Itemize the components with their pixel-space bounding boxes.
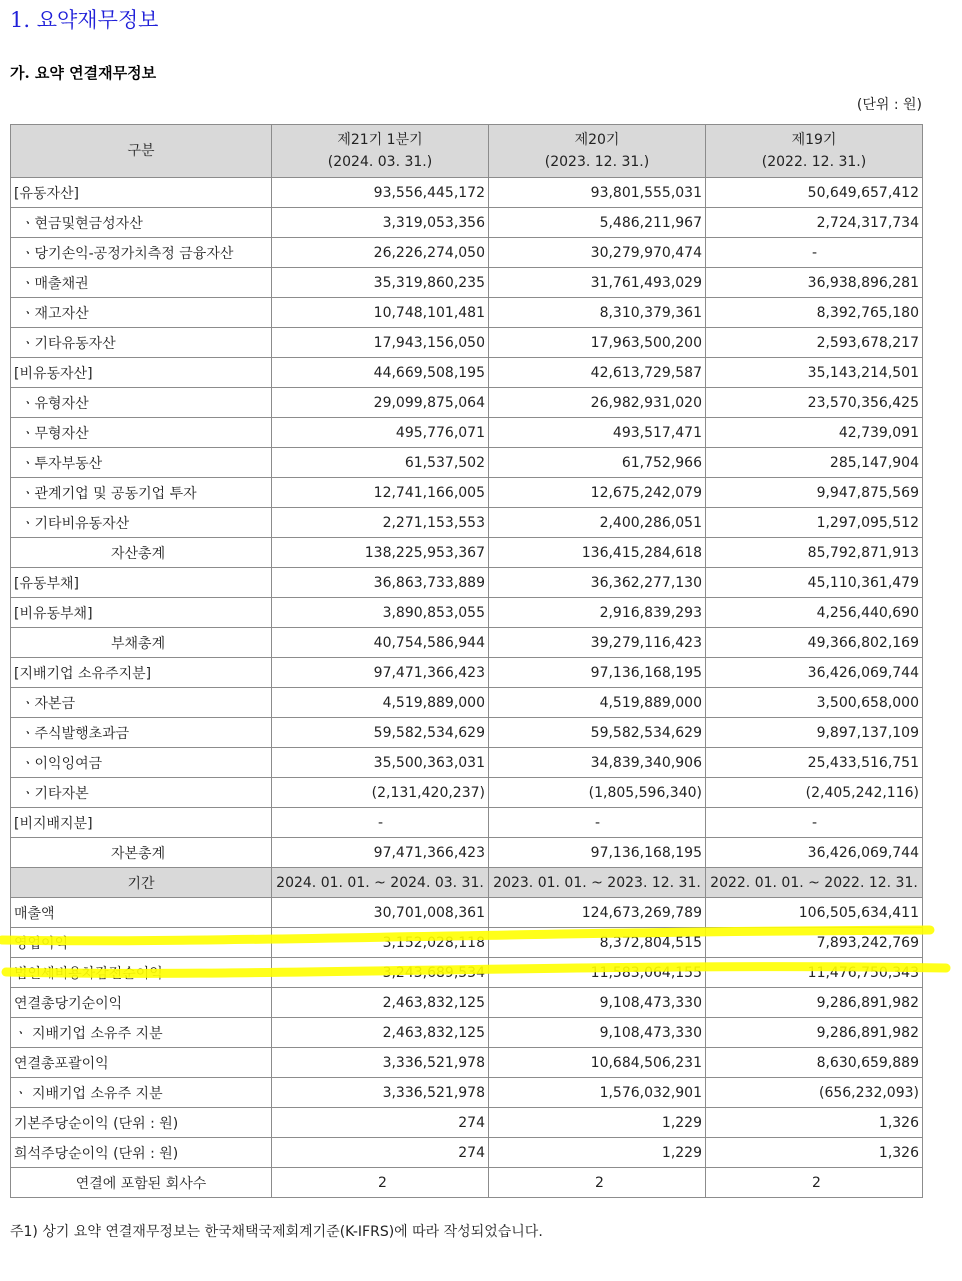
cell-value: 9,286,891,982 bbox=[706, 1018, 923, 1048]
cell-value: 9,286,891,982 bbox=[706, 988, 923, 1018]
row-label: [비지배지분] bbox=[11, 808, 272, 838]
table-row bbox=[11, 268, 923, 298]
table-row bbox=[11, 298, 923, 328]
cell-value: 4,519,889,000 bbox=[272, 688, 489, 718]
cell-value: 61,752,966 bbox=[489, 448, 706, 478]
cell-value: 4,519,889,000 bbox=[489, 688, 706, 718]
row-label: [비유동부채] bbox=[11, 598, 272, 628]
cell-value: 274 bbox=[272, 1138, 489, 1168]
row-label: ㆍ매출채권 bbox=[11, 268, 272, 298]
cell-value: 1,576,032,901 bbox=[489, 1078, 706, 1108]
cell-value: 2 bbox=[489, 1168, 706, 1198]
row-label: 매출액 bbox=[11, 898, 272, 928]
row-label: ㆍ기타자본 bbox=[11, 778, 272, 808]
row-label: ㆍ주식발행초과금 bbox=[11, 718, 272, 748]
table-row bbox=[11, 808, 923, 838]
table-row bbox=[11, 238, 923, 268]
row-label: ㆍ당기손익-공정가치측정 금융자산 bbox=[11, 238, 272, 268]
table-row bbox=[11, 508, 923, 538]
cell-value: 12,741,166,005 bbox=[272, 478, 489, 508]
row-label: 기본주당순이익 (단위 : 원) bbox=[11, 1108, 272, 1138]
row-label: 희석주당순이익 (단위 : 원) bbox=[11, 1138, 272, 1168]
row-label: ㆍ 지배기업 소유주 지분 bbox=[11, 1018, 272, 1048]
row-label: ㆍ기타비유동자산 bbox=[11, 508, 272, 538]
cell-value: 2024. 01. 01. ~ 2024. 03. 31. bbox=[272, 868, 489, 898]
row-label: 연결총포괄이익 bbox=[11, 1048, 272, 1078]
header-period: 제19기 bbox=[791, 132, 837, 148]
cell-value: 40,754,586,944 bbox=[272, 628, 489, 658]
header-col-1 bbox=[272, 125, 489, 178]
cell-value: (656,232,093) bbox=[706, 1078, 923, 1108]
cell-value: 2,593,678,217 bbox=[706, 328, 923, 358]
cell-value: 10,684,506,231 bbox=[489, 1048, 706, 1078]
cell-value: 50,649,657,412 bbox=[706, 178, 923, 208]
cell-value: 42,613,729,587 bbox=[489, 358, 706, 388]
table-row bbox=[11, 1108, 923, 1138]
cell-value: 2,724,317,734 bbox=[706, 208, 923, 238]
table-row bbox=[11, 688, 923, 718]
cell-value: 3,500,658,000 bbox=[706, 688, 923, 718]
table-row bbox=[11, 358, 923, 388]
table-row bbox=[11, 628, 923, 658]
cell-value: 11,583,064,155 bbox=[489, 958, 706, 988]
table-row bbox=[11, 328, 923, 358]
cell-value: 39,279,116,423 bbox=[489, 628, 706, 658]
cell-value: 97,471,366,423 bbox=[272, 658, 489, 688]
cell-value: 30,701,008,361 bbox=[272, 898, 489, 928]
cell-value: 1,229 bbox=[489, 1138, 706, 1168]
cell-value: 8,630,659,889 bbox=[706, 1048, 923, 1078]
cell-value: 10,748,101,481 bbox=[272, 298, 489, 328]
cell-value: 11,476,750,343 bbox=[706, 958, 923, 988]
table-row bbox=[11, 1018, 923, 1048]
row-label: [비유동자산] bbox=[11, 358, 272, 388]
cell-value: 36,426,069,744 bbox=[706, 658, 923, 688]
cell-value: 36,863,733,889 bbox=[272, 568, 489, 598]
cell-value: 85,792,871,913 bbox=[706, 538, 923, 568]
financial-summary-table bbox=[10, 124, 923, 1198]
cell-value: - bbox=[272, 808, 489, 838]
page-title: 1. 요약재무정보 bbox=[10, 8, 159, 32]
row-label: [유동자산] bbox=[11, 178, 272, 208]
row-label: 연결총당기순이익 bbox=[11, 988, 272, 1018]
cell-value: 1,297,095,512 bbox=[706, 508, 923, 538]
cell-value: 17,943,156,050 bbox=[272, 328, 489, 358]
cell-value: 12,675,242,079 bbox=[489, 478, 706, 508]
table-header-row bbox=[11, 125, 923, 178]
table-row bbox=[11, 928, 923, 958]
cell-value: 3,890,853,055 bbox=[272, 598, 489, 628]
row-label: ㆍ무형자산 bbox=[11, 418, 272, 448]
row-label: 기간 bbox=[11, 868, 272, 898]
cell-value: (2,131,420,237) bbox=[272, 778, 489, 808]
row-label: ㆍ자본금 bbox=[11, 688, 272, 718]
table-row bbox=[11, 448, 923, 478]
table-row bbox=[11, 658, 923, 688]
row-label: 영업이익 bbox=[11, 928, 272, 958]
row-label: ㆍ 지배기업 소유주 지분 bbox=[11, 1078, 272, 1108]
table-row bbox=[11, 718, 923, 748]
row-label: ㆍ기타유동자산 bbox=[11, 328, 272, 358]
cell-value: 59,582,534,629 bbox=[272, 718, 489, 748]
footnote: 주1) 상기 요약 연결재무정보는 한국채택국제회계기준(K-IFRS)에 따라 작성되었습니다. bbox=[10, 1224, 543, 1240]
cell-value: 8,310,379,361 bbox=[489, 298, 706, 328]
consolidated-count-row bbox=[11, 1168, 923, 1198]
table-row bbox=[11, 418, 923, 448]
cell-value: 93,556,445,172 bbox=[272, 178, 489, 208]
cell-value: 2 bbox=[272, 1168, 489, 1198]
cell-value: 29,099,875,064 bbox=[272, 388, 489, 418]
cell-value: 3,319,053,356 bbox=[272, 208, 489, 238]
cell-value: 9,947,875,569 bbox=[706, 478, 923, 508]
table-row bbox=[11, 1138, 923, 1168]
cell-value: 8,392,765,180 bbox=[706, 298, 923, 328]
row-label: 법인세비용차감전순이익 bbox=[11, 958, 272, 988]
section-title: 가. 요약 연결재무정보 bbox=[10, 64, 157, 82]
cell-value: 49,366,802,169 bbox=[706, 628, 923, 658]
table-row bbox=[11, 478, 923, 508]
header-col-2 bbox=[489, 125, 706, 178]
row-label: ㆍ유형자산 bbox=[11, 388, 272, 418]
cell-value: 97,136,168,195 bbox=[489, 658, 706, 688]
cell-value: 59,582,534,629 bbox=[489, 718, 706, 748]
cell-value: 2,916,839,293 bbox=[489, 598, 706, 628]
cell-value: 495,776,071 bbox=[272, 418, 489, 448]
cell-value: 93,801,555,031 bbox=[489, 178, 706, 208]
cell-value: 8,372,804,515 bbox=[489, 928, 706, 958]
table-row bbox=[11, 178, 923, 208]
table-row bbox=[11, 1048, 923, 1078]
cell-value: 7,893,242,769 bbox=[706, 928, 923, 958]
row-label: ㆍ투자부동산 bbox=[11, 448, 272, 478]
cell-value: 2022. 01. 01. ~ 2022. 12. 31. bbox=[706, 868, 923, 898]
cell-value: 34,839,340,906 bbox=[489, 748, 706, 778]
header-period: 제20기 bbox=[574, 132, 620, 148]
cell-value: 1,326 bbox=[706, 1108, 923, 1138]
cell-value: 3,152,028,118 bbox=[272, 928, 489, 958]
cell-value: 17,963,500,200 bbox=[489, 328, 706, 358]
table-row bbox=[11, 1078, 923, 1108]
period-row bbox=[11, 868, 923, 898]
cell-value: 3,336,521,978 bbox=[272, 1078, 489, 1108]
header-category: 구분 bbox=[11, 125, 272, 178]
header-date: (2023. 12. 31.) bbox=[544, 154, 650, 170]
row-label: 부채총계 bbox=[11, 628, 272, 658]
cell-value: 97,136,168,195 bbox=[489, 838, 706, 868]
cell-value: 2 bbox=[706, 1168, 923, 1198]
cell-value: - bbox=[706, 808, 923, 838]
cell-value: 2023. 01. 01. ~ 2023. 12. 31. bbox=[489, 868, 706, 898]
cell-value: 1,229 bbox=[489, 1108, 706, 1138]
cell-value: 97,471,366,423 bbox=[272, 838, 489, 868]
cell-value: 9,108,473,330 bbox=[489, 988, 706, 1018]
row-label: 연결에 포함된 회사수 bbox=[11, 1168, 272, 1198]
row-label: 자산총계 bbox=[11, 538, 272, 568]
row-label: [지배기업 소유주지분] bbox=[11, 658, 272, 688]
cell-value: 35,143,214,501 bbox=[706, 358, 923, 388]
cell-value: 106,505,634,411 bbox=[706, 898, 923, 928]
cell-value: 26,982,931,020 bbox=[489, 388, 706, 418]
cell-value: 23,570,356,425 bbox=[706, 388, 923, 418]
unit-label: (단위 : 원) bbox=[856, 97, 922, 113]
cell-value: 30,279,970,474 bbox=[489, 238, 706, 268]
cell-value: (2,405,242,116) bbox=[706, 778, 923, 808]
cell-value: 2,400,286,051 bbox=[489, 508, 706, 538]
cell-value: 35,500,363,031 bbox=[272, 748, 489, 778]
row-label: ㆍ이익잉여금 bbox=[11, 748, 272, 778]
cell-value: 285,147,904 bbox=[706, 448, 923, 478]
cell-value: 2,463,832,125 bbox=[272, 988, 489, 1018]
cell-value: 4,256,440,690 bbox=[706, 598, 923, 628]
table-row bbox=[11, 748, 923, 778]
header-col-3 bbox=[706, 125, 923, 178]
cell-value: 5,486,211,967 bbox=[489, 208, 706, 238]
table-row bbox=[11, 568, 923, 598]
cell-value: 136,415,284,618 bbox=[489, 538, 706, 568]
table-row bbox=[11, 208, 923, 238]
cell-value: 2,271,153,553 bbox=[272, 508, 489, 538]
table-row bbox=[11, 598, 923, 628]
header-date: (2024. 03. 31.) bbox=[327, 154, 433, 170]
cell-value: - bbox=[489, 808, 706, 838]
table-row bbox=[11, 778, 923, 808]
cell-value: 44,669,508,195 bbox=[272, 358, 489, 388]
cell-value: 138,225,953,367 bbox=[272, 538, 489, 568]
cell-value: 3,336,521,978 bbox=[272, 1048, 489, 1078]
table-row bbox=[11, 988, 923, 1018]
row-label: ㆍ관계기업 및 공동기업 투자 bbox=[11, 478, 272, 508]
row-label: ㆍ재고자산 bbox=[11, 298, 272, 328]
cell-value: 45,110,361,479 bbox=[706, 568, 923, 598]
cell-value: 36,426,069,744 bbox=[706, 838, 923, 868]
cell-value: 25,433,516,751 bbox=[706, 748, 923, 778]
header-period: 제21기 1분기 bbox=[337, 132, 423, 148]
table-row bbox=[11, 388, 923, 418]
cell-value: 31,761,493,029 bbox=[489, 268, 706, 298]
cell-value: 26,226,274,050 bbox=[272, 238, 489, 268]
cell-value: 274 bbox=[272, 1108, 489, 1138]
row-label: 자본총계 bbox=[11, 838, 272, 868]
table-row bbox=[11, 898, 923, 928]
cell-value: (1,805,596,340) bbox=[489, 778, 706, 808]
table-row bbox=[11, 538, 923, 568]
cell-value: 36,938,896,281 bbox=[706, 268, 923, 298]
cell-value: 493,517,471 bbox=[489, 418, 706, 448]
cell-value: 9,897,137,109 bbox=[706, 718, 923, 748]
cell-value: 35,319,860,235 bbox=[272, 268, 489, 298]
cell-value: 3,243,689,534 bbox=[272, 958, 489, 988]
cell-value: 1,326 bbox=[706, 1138, 923, 1168]
cell-value: 2,463,832,125 bbox=[272, 1018, 489, 1048]
table-row bbox=[11, 838, 923, 868]
cell-value: - bbox=[706, 238, 923, 268]
table-row bbox=[11, 958, 923, 988]
cell-value: 9,108,473,330 bbox=[489, 1018, 706, 1048]
row-label: ㆍ현금및현금성자산 bbox=[11, 208, 272, 238]
cell-value: 61,537,502 bbox=[272, 448, 489, 478]
cell-value: 36,362,277,130 bbox=[489, 568, 706, 598]
row-label: [유동부채] bbox=[11, 568, 272, 598]
header-date: (2022. 12. 31.) bbox=[761, 154, 867, 170]
cell-value: 42,739,091 bbox=[706, 418, 923, 448]
cell-value: 124,673,269,789 bbox=[489, 898, 706, 928]
